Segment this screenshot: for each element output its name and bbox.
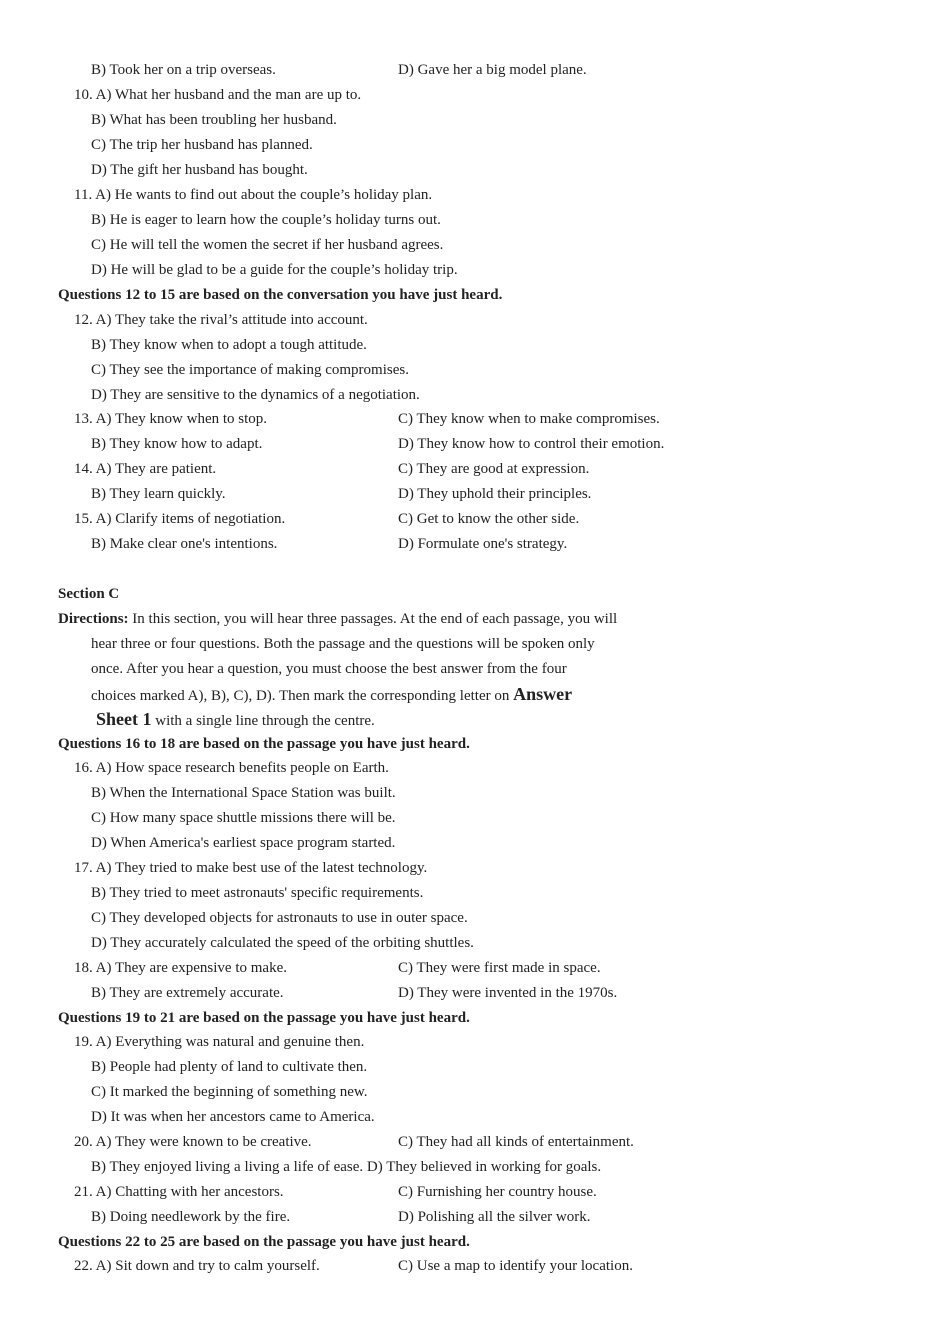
question-line: 16. A) How space research benefits people on Earth. — [74, 760, 389, 776]
directions-line — [96, 709, 375, 731]
directions-label: Directions: — [58, 611, 129, 627]
question-line: 11. A) He wants to find out about the couple’s holiday plan. — [74, 187, 433, 203]
option-line: B) Make clear one's intentions. — [91, 536, 278, 552]
directions-line: hear three or four questions. Both the passage and the questions will be spoken only — [91, 636, 595, 652]
option-line: C) Get to know the other side. — [398, 511, 580, 527]
question-line: 21. A) Chatting with her ancestors. — [74, 1184, 284, 1200]
option-line: B) They learn quickly. — [91, 486, 226, 502]
option-line: B) People had plenty of land to cultivate then. — [91, 1059, 368, 1075]
section-heading: Section C — [58, 586, 120, 602]
question-line: 15. A) Clarify items of negotiation. — [74, 511, 286, 527]
option-line: D) The gift her husband has bought. — [91, 162, 308, 178]
question-group-heading: Questions 12 to 15 are based on the conversation you have just heard. — [58, 287, 503, 303]
option-line: B) Doing needlework by the fire. — [91, 1209, 291, 1225]
directions-line — [91, 684, 572, 706]
option-line: B) He is eager to learn how the couple’s holiday turns out. — [91, 212, 441, 228]
option-line: D) They were invented in the 1970s. — [398, 985, 618, 1001]
option-line: B) What has been troubling her husband. — [91, 112, 337, 128]
option-line: C) Use a map to identify your location. — [398, 1258, 633, 1274]
option-line: D) They are sensitive to the dynamics of a negotiation. — [91, 387, 420, 403]
option-line: C) They see the importance of making compromises. — [91, 362, 409, 378]
question-line: 22. A) Sit down and try to calm yourself. — [74, 1258, 320, 1274]
sheet-label: Sheet 1 — [96, 709, 152, 729]
option-line: B) When the International Space Station was built. — [91, 785, 396, 801]
question-group-heading: Questions 19 to 21 are based on the passage you have just heard. — [58, 1010, 470, 1026]
question-line: 19. A) Everything was natural and genuine then. — [74, 1034, 365, 1050]
question-line: 17. A) They tried to make best use of the latest technology. — [74, 860, 428, 876]
option-line: D) They accurately calculated the speed of the orbiting shuttles. — [91, 935, 474, 951]
question-line: 12. A) They take the rival’s attitude into account. — [74, 312, 368, 328]
option-line: B) Took her on a trip overseas. — [91, 62, 276, 78]
question-line: 10. A) What her husband and the man are up to. — [74, 87, 362, 103]
option-line: C) They know when to make compromises. — [398, 411, 660, 427]
question-line: 14. A) They are patient. — [74, 461, 217, 477]
option-line: C) The trip her husband has planned. — [91, 137, 313, 153]
option-line: C) They were first made in space. — [398, 960, 601, 976]
option-line: D) He will be glad to be a guide for the couple’s holiday trip. — [91, 262, 458, 278]
option-line: C) It marked the beginning of something new. — [91, 1084, 368, 1100]
option-line: C) How many space shuttle missions there will be. — [91, 810, 396, 826]
option-line: D) They know how to control their emotion. — [398, 436, 665, 452]
option-line: C) They are good at expression. — [398, 461, 590, 477]
option-line: D) It was when her ancestors came to America. — [91, 1109, 375, 1125]
option-line: D) Formulate one's strategy. — [398, 536, 568, 552]
directions-line — [58, 609, 617, 629]
option-line: C) Furnishing her country house. — [398, 1184, 597, 1200]
option-line: C) They developed objects for astronauts to use in outer space. — [91, 910, 468, 926]
question-line: 20. A) They were known to be creative. — [74, 1134, 312, 1150]
option-line: B) They know when to adopt a tough attitude. — [91, 337, 367, 353]
question-group-heading: Questions 22 to 25 are based on the passage you have just heard. — [58, 1234, 470, 1250]
answer-label: Answer — [513, 684, 573, 704]
directions-text: choices marked A), B), C), D). Then mark the corresponding letter on — [91, 688, 514, 704]
directions-text: In this section, you will hear three passages. At the end of each passage, you will — [128, 611, 618, 627]
option-line: D) Gave her a big model plane. — [398, 62, 587, 78]
directions-line: once. After you hear a question, you must choose the best answer from the four — [91, 661, 567, 677]
option-line: B) They are extremely accurate. — [91, 985, 284, 1001]
option-line: B) They know how to adapt. — [91, 436, 263, 452]
question-line: 18. A) They are expensive to make. — [74, 960, 287, 976]
option-line: D) When America's earliest space program started. — [91, 835, 396, 851]
option-line: D) They uphold their principles. — [398, 486, 592, 502]
question-line: 13. A) They know when to stop. — [74, 411, 268, 427]
directions-text: with a single line through the centre. — [151, 713, 375, 729]
option-line: C) They had all kinds of entertainment. — [398, 1134, 634, 1150]
option-line: C) He will tell the women the secret if her husband agrees. — [91, 237, 444, 253]
option-line: B) They tried to meet astronauts' specific requirements. — [91, 885, 424, 901]
option-line: D) Polishing all the silver work. — [398, 1209, 591, 1225]
question-group-heading: Questions 16 to 18 are based on the passage you have just heard. — [58, 736, 470, 752]
option-line: B) They enjoyed living a living a life of ease. D) They believed in working for goals. — [91, 1159, 602, 1175]
